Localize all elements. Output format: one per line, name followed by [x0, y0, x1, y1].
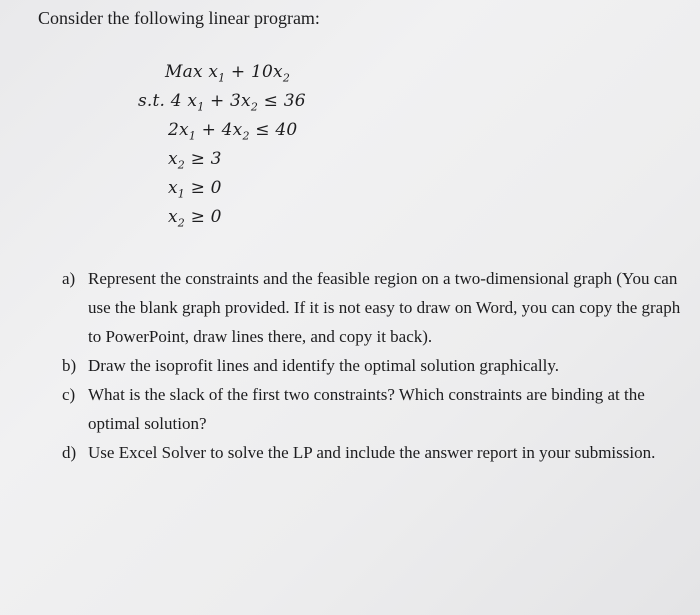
question-text: Represent the constraints and the feasible region on a two-dimensional graph (You can use the blank graph provided. If it is not easy to draw on Word, you can copy the graph to PowerPoint, draw lines there, and copy it back). — [88, 269, 681, 346]
question-text: Use Excel Solver to solve the LP and include the answer report in your submission. — [88, 443, 656, 462]
constraint-2: $2x_1 + 4x_2 \le 40$ — [168, 120, 298, 143]
question-b — [62, 351, 682, 380]
question-label: c) — [62, 385, 76, 404]
question-text: Draw the isoprofit lines and identify the optimal solution graphically. — [88, 356, 560, 375]
question-label: a) — [62, 269, 76, 288]
constraint-3: $x_2 \ge 3$ — [168, 149, 222, 172]
question-text: What is the slack of the first two constraints? Which constraints are binding at the optimal solution? — [88, 385, 645, 433]
question-c — [62, 380, 682, 438]
question-label: d) — [62, 443, 77, 462]
question-a — [62, 264, 682, 351]
constraint-4: $x_1 \ge 0$ — [168, 178, 222, 201]
intro-text: Consider the following linear program: — [38, 8, 320, 28]
objective-function: Max $x_1 + 10x_2$ — [165, 62, 291, 85]
question-d — [62, 438, 682, 467]
constraint-1: s.t. 4 $x_1 + 3x_2 \le 36$ — [138, 91, 306, 114]
question-list — [62, 264, 682, 467]
question-label: b) — [62, 356, 77, 375]
constraint-5: $x_2 \ge 0$ — [168, 207, 222, 230]
